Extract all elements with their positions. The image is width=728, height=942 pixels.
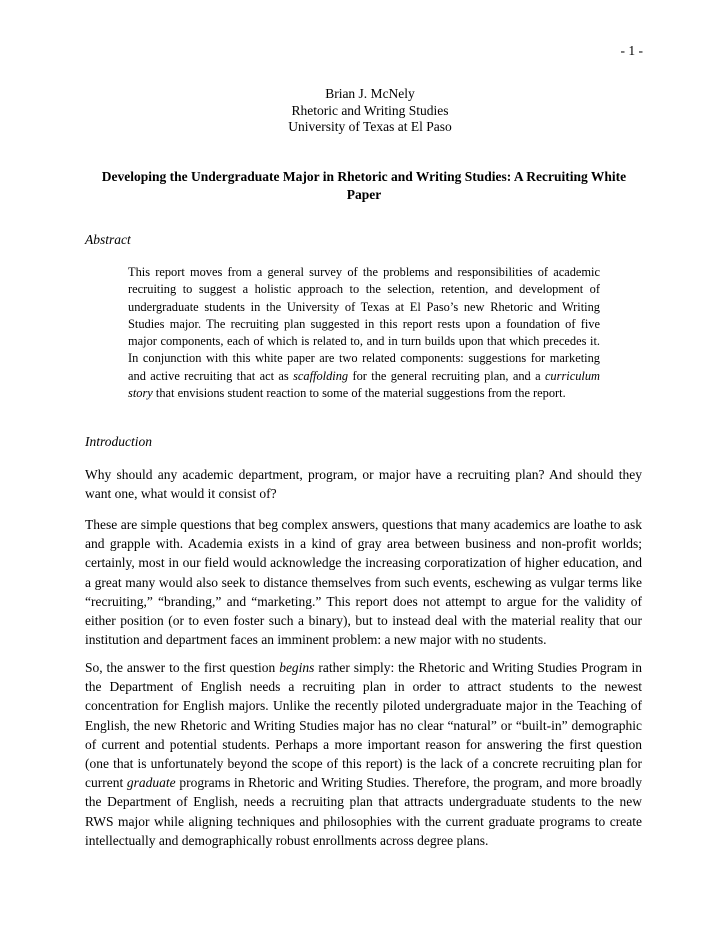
abstract-body (128, 264, 600, 402)
paper-title: Developing the Undergraduate Major in Rhetoric and Writing Studies: A Recruiting White Paper (101, 169, 627, 202)
abstract-paragraph (128, 264, 600, 402)
author-block (0, 86, 728, 136)
abstract-text-2: for the general recruiting plan, and a (348, 368, 545, 383)
intro-paragraph-2-text: These are simple questions that beg complex answers, questions that many academics are loathe to ask and grapple with. Academia exists in a kind of gray area between business and non-profit worlds; certainly, most in our field would acknowledge the increasing corporatization of higher education, and a great many would also seek to distance themselves from such events, eschewing as vulgar terms like “recruiting,” “branding,” and “marketing.” This report does not attempt to argue for the validity of either position (or to even foster such a binary), but to instead deal with the material reality that our institution and department faces an imminent problem: a new major with no students. (85, 517, 642, 648)
abstract-text-1: This report moves from a general survey of the problems and responsibilities of academic recruiting to suggest a holistic approach to the selection, retention, and development of undergraduate students in the University of Texas at El Paso’s new Rhetoric and Writing Studies major. The recruiting plan suggested in this report rests upon a foundation of five major components, each of which is related to, and in turn builds upon that which precedes it. In conjunction with this white paper are two related components: suggestions for marketing and active recruiting that act as (128, 265, 600, 383)
abstract-emphasis-scaffolding: scaffolding (293, 368, 349, 383)
introduction-heading: Introduction (85, 434, 152, 449)
abstract-text-3: that envisions student reaction to some of the material suggestions from the report. (152, 386, 566, 401)
page-number: - 1 - (620, 43, 643, 58)
author-name: Brian J. McNely (325, 86, 415, 101)
abstract-emphasis-curriculum-story: curriculum story (128, 368, 600, 401)
author-institution: University of Texas at El Paso (288, 119, 452, 134)
intro-p3-text-a: So, the answer to the first question (85, 660, 280, 675)
intro-p3-emphasis-graduate: graduate (126, 775, 176, 791)
abstract-heading: Abstract (85, 232, 131, 247)
intro-p3-emphasis-begins: begins (279, 660, 315, 675)
intro-paragraph-1 (85, 465, 642, 503)
intro-paragraph-1-text: Why should any academic department, program, or major have a recruiting plan? And should they want one, what would it consist of? (85, 467, 642, 502)
intro-p3-text-b: rather simply: the Rhetoric and Writing Studies Program in the Department of English needs a recruiting plan in order to attract students to the newest concentration for English majors. Unlike the recently piloted undergraduate major in the Teaching of English, the new Rhetoric and Writing Studies major has no clear “natural” or “built-in” demographic of current and potential students. Perhaps a more important reason for answering the first question (one that is unfortunately beyond the scope of this report) is the lack of a concrete recruiting plan for current (85, 660, 642, 791)
intro-p3-text-c: programs in Rhetoric and Writing Studies. Therefore, the program, and more broadly the Department of English, needs a recruiting plan that attracts undergraduate students to the new RWS major while aligning techniques and philosophies with the current graduate programs to create intellectually and demographically robust enrollments across degree plans. (85, 775, 642, 848)
author-department: Rhetoric and Writing Studies (291, 102, 449, 118)
intro-paragraph-3 (85, 658, 642, 850)
intro-paragraph-2 (85, 515, 642, 649)
intro-paragraph-3-text (85, 658, 642, 850)
